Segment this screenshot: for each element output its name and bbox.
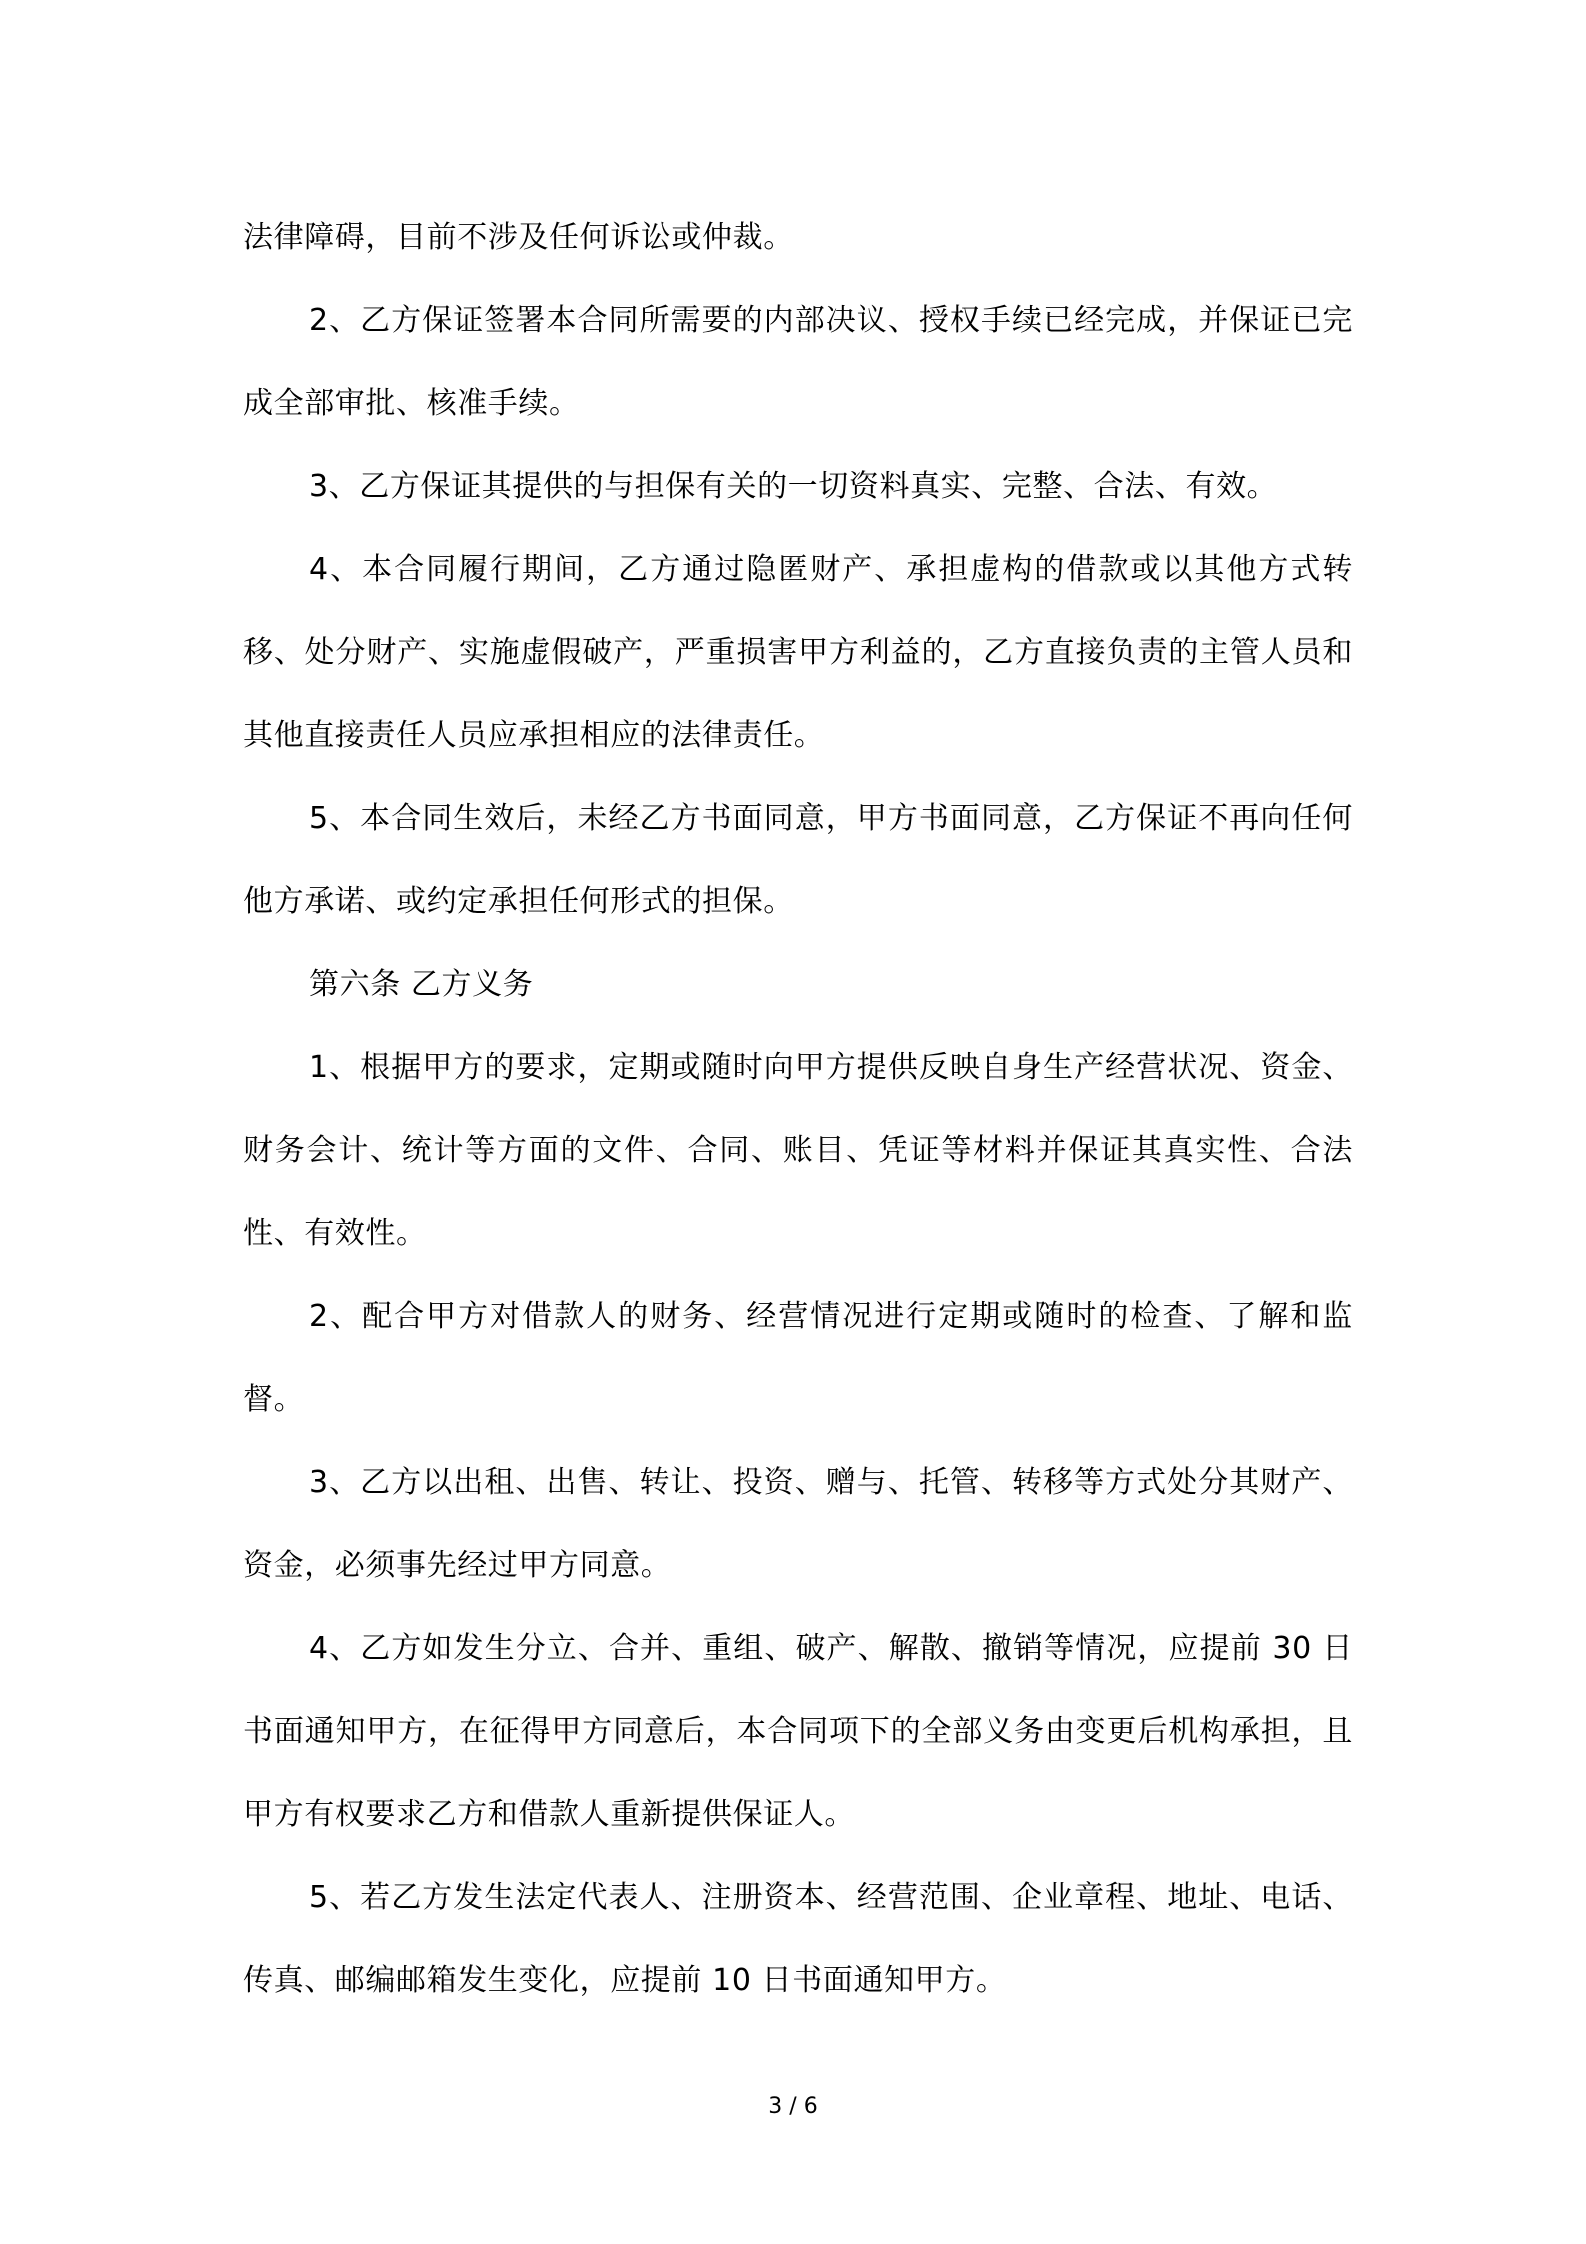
- paragraph-clause-5: 5、本合同生效后，未经乙方书面同意，甲方书面同意，乙方保证不再向任何他方承诺、或约定承担任何形式的担保。: [243, 801, 1353, 919]
- paragraph-clause-2: 2、乙方保证签署本合同所需要的内部决议、授权手续已经完成，并保证已完成全部审批、核准手续。: [243, 303, 1353, 421]
- paragraph-clause-4: 4、本合同履行期间，乙方通过隐匿财产、承担虚构的借款或以其他方式转移、处分财产、实施虚假破产，严重损害甲方利益的，乙方直接负责的主管人员和其他直接责任人员应承担相应的法律责任。: [243, 552, 1353, 753]
- document-body: [243, 196, 1353, 2022]
- paragraph-obligation-2: 2、配合甲方对借款人的财务、经营情况进行定期或随时的检查、了解和监督。: [243, 1299, 1353, 1417]
- page-number: 3 / 6: [768, 2094, 818, 2119]
- paragraph-obligation-5: 5、若乙方发生法定代表人、注册资本、经营范围、企业章程、地址、电话、传真、邮编邮箱发生变化，应提前 10 日书面通知甲方。: [243, 1880, 1353, 1998]
- section-heading: 第六条 乙方义务: [309, 967, 534, 1002]
- paragraph-continuation: 法律障碍，目前不涉及任何诉讼或仲裁。: [243, 220, 794, 255]
- paragraph-obligation-3: 3、乙方以出租、出售、转让、投资、赠与、托管、转移等方式处分其财产、资金，必须事先经过甲方同意。: [243, 1465, 1353, 1583]
- paragraph-obligation-1: 1、根据甲方的要求，定期或随时向甲方提供反映自身生产经营状况、资金、财务会计、统计等方面的文件、合同、账目、凭证等材料并保证其真实性、合法性、有效性。: [243, 1050, 1353, 1251]
- paragraph-obligation-4: 4、乙方如发生分立、合并、重组、破产、解散、撤销等情况，应提前 30 日书面通知甲方，在征得甲方同意后，本合同项下的全部义务由变更后机构承担，且甲方有权要求乙方和借款人重新提供保证人。: [243, 1631, 1353, 1832]
- paragraph-clause-3: 3、乙方保证其提供的与担保有关的一切资料真实、完整、合法、有效。: [309, 469, 1278, 504]
